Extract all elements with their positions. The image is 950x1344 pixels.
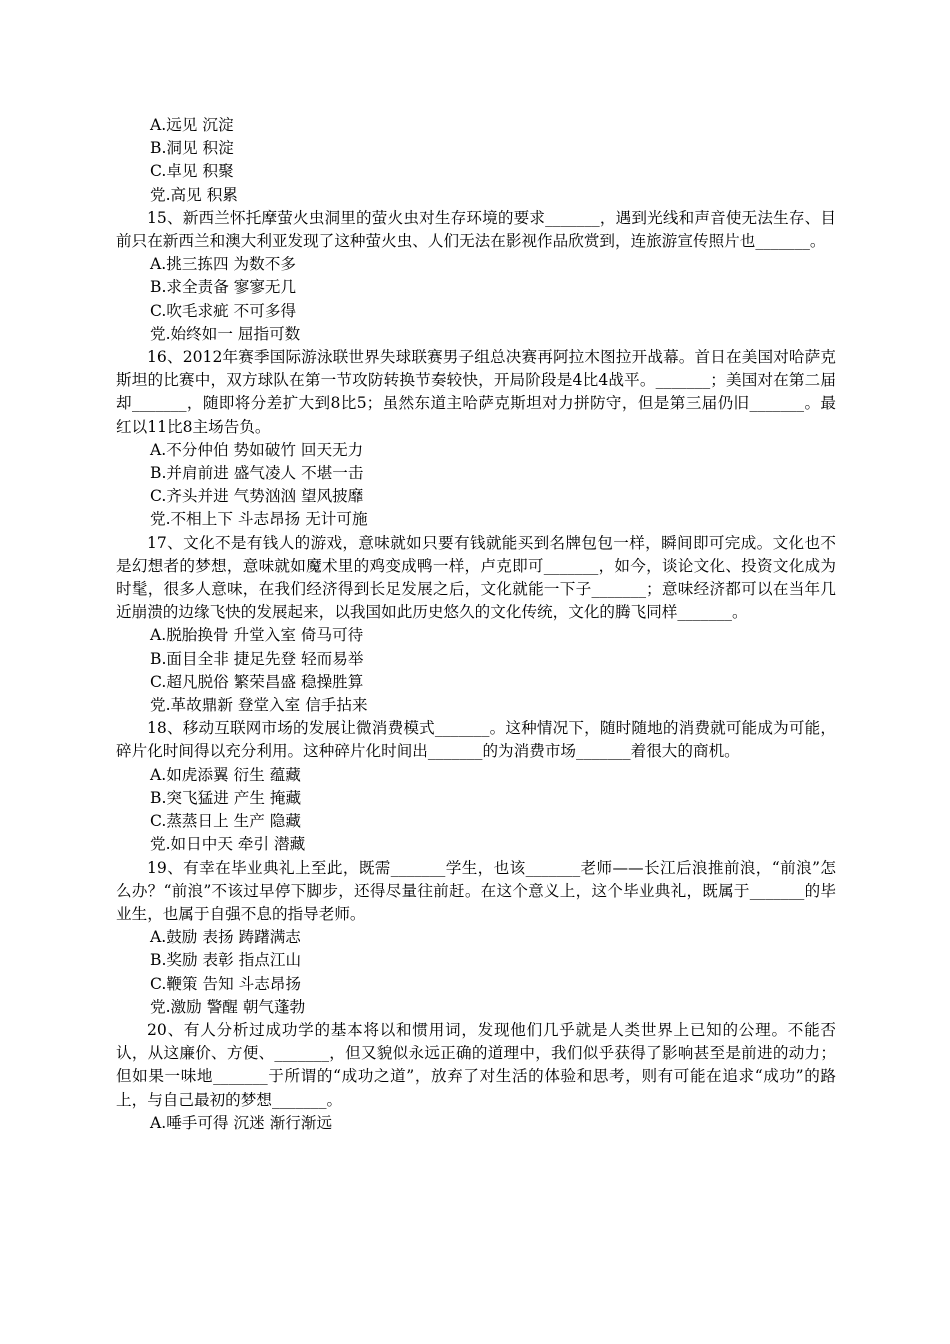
option-d: 党.始终如一 屈指可数 [150,324,301,343]
option-d: 党.如日中天 牵引 潜藏 [150,835,306,854]
option-a: A.挑三拣四 为数不多 [150,255,296,274]
option-d: 党.高见 积累 [150,185,238,204]
option-b: B.求全责备 寥寥无几 [150,278,297,297]
option-b: B.并肩前进 盛气凌人 不堪一击 [150,464,364,483]
option-c: C.齐头并进 气势汹汹 望风披靡 [150,487,364,506]
question-20 [116,1019,836,1135]
option-d: 党.激励 警醒 朝气蓬勃 [150,997,306,1016]
option-c: C.超凡脱俗 繁荣昌盛 稳操胜算 [150,672,364,691]
option-b: B.面目全非 捷足先登 轻而易举 [150,649,364,668]
option-a: A.远见 沉淀 [150,116,234,134]
option-c: C.蒸蒸日上 生产 隐藏 [150,812,301,831]
question-text: 18、移动互联网市场的发展让微消费模式_______。这种情况下，随时随地的消费就可能成为可能，碎片化时间得以充分利用。这种碎片化时间出_______的为消费市场_______着很大的商机。 [116,719,836,761]
question-text: 19、有幸在毕业典礼上至此，既需_______学生，也该_______老师——长江后浪推前浪，“前浪”怎么办？“前浪”不该过早停下脚步，还得尽量往前赶。在这个意义上，这个毕业典礼，既属于_______的毕业生，也属于自强不息的指导老师。 [116,858,836,923]
question-text: 16、2012年赛季国际游泳联世界失球联赛男子组总决赛再阿拉木图拉开战幕。首日在美国对哈萨克斯坦的比赛中，双方球队在第一节攻防转换节奏较快，开局阶段是4比4战平。_______；美国对在第二届却_______，随即将分差扩大到8比5；虽然东道主哈萨克斯坦对力拼防守，但是第三届仍旧_______。最红以11比8主场告负。 [116,348,836,436]
question-18 [116,717,836,856]
option-d: 党.革故鼎新 登堂入室 信手拈来 [150,696,368,715]
question-19 [116,857,836,1019]
option-b: B.洞见 积淀 [150,139,234,158]
question-16 [116,346,836,532]
option-a: A.如虎添翼 衍生 蕴藏 [150,765,301,784]
option-a: A.不分仲伯 势如破竹 回天无力 [150,440,364,459]
option-a: A.脱胎换骨 升堂入室 倚马可待 [150,626,364,645]
option-a: A.唾手可得 沉迷 渐行渐远 [150,1113,333,1132]
question-text: 20、有人分析过成功学的基本将以和惯用词，发现他们几乎就是人类世界上已知的公理。不能否认，从这廉价、方便、_______，但又貌似永远正确的道理中，我们似乎获得了影响甚至是前进的动力；但如果一味地_______于所谓的“成功之道”，放弃了对生活的体验和思考，则有可能在追求“成功”的路上，与自己最初的梦想_______。 [116,1020,836,1109]
option-d: 党.不相上下 斗志昂扬 无计可施 [150,510,368,529]
option-c: C.吹毛求疵 不可多得 [150,301,297,320]
question-15 [116,207,836,346]
option-c: C.鞭策 告知 斗志昂扬 [150,974,301,993]
option-b: B.奖励 表彰 指点江山 [150,951,302,970]
option-c: C.卓见 积聚 [150,162,234,181]
option-b: B.突飞猛进 产生 掩藏 [150,788,302,807]
option-a: A.鼓励 表扬 踌躇满志 [150,928,301,947]
question-text: 15、新西兰怀托摩萤火虫洞里的萤火虫对生存环境的要求_______，遇到光线和声音使无法生存、目前只在新西兰和澳大利亚发现了这种萤火虫、人们无法在影视作品欣赏到，连旅游宣传照片也_______。 [116,208,836,251]
question-text: 17、文化不是有钱人的游戏，意味就如只要有钱就能买到名牌包包一样，瞬间即可完成。文化也不是幻想者的梦想，意味就如魔术里的鸡变成鸭一样，卢克即可_______，如今，谈论文化、投资文化成为时髦，很多人意味，在我们经济得到长足发展之后，文化就能一下子_______；意味经济都可以在当年几近崩溃的边缘飞快的发展起来，以我国如此历史悠久的文化传统，文化的腾飞同样_______。 [116,533,836,622]
question-17 [116,532,836,718]
document-page [116,114,836,1135]
intro-options [116,114,836,207]
